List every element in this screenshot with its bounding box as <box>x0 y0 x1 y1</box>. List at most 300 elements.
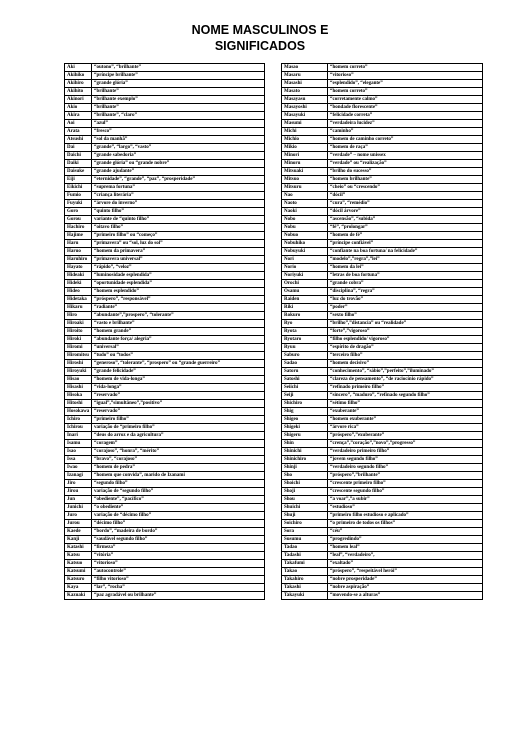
name-cell: Osamu <box>282 288 328 296</box>
name-cell: Haru <box>65 240 92 248</box>
table-row <box>65 592 265 600</box>
name-cell: Kaya <box>65 584 92 592</box>
table-row <box>282 336 483 344</box>
name-cell: Hachiro <box>65 224 92 232</box>
meaning-cell: “verdadeiro primeiro filho” <box>328 448 483 456</box>
meaning-cell: “jovem segundo filho” <box>328 456 483 464</box>
table-row <box>65 456 265 464</box>
table-row <box>65 136 265 144</box>
name-cell: Hitoshi <box>65 400 92 408</box>
name-cell: Naoto <box>282 200 328 208</box>
table-row <box>65 552 265 560</box>
meaning-cell: “homem de vida-longa” <box>92 376 265 384</box>
table-row <box>65 496 265 504</box>
name-cell: Michi <box>282 128 328 136</box>
name-cell: Hosokawa <box>65 408 92 416</box>
meaning-cell: “exuberante” <box>328 408 483 416</box>
meaning-cell: “fresco” <box>92 128 265 136</box>
meaning-cell: “tudo” ou “todos” <box>92 352 265 360</box>
name-cell: Fumio <box>65 192 92 200</box>
name-cell: Minoru <box>282 160 328 168</box>
name-cell: Ryotaro <box>282 336 328 344</box>
table-row <box>282 536 483 544</box>
name-cell: Ichirou <box>65 424 92 432</box>
table-row <box>65 432 265 440</box>
table-row <box>282 232 483 240</box>
name-cell: Akihiko <box>65 72 92 80</box>
name-cell: Sho <box>282 472 328 480</box>
meaning-cell: “brilho do sucesso” <box>328 168 483 176</box>
name-cell: Akira <box>65 112 92 120</box>
table-row <box>65 184 265 192</box>
table-row <box>65 208 265 216</box>
table-row <box>65 384 265 392</box>
name-cell: Masumi <box>282 120 328 128</box>
meaning-cell: “progredindo” <box>328 536 483 544</box>
meaning-cell: “homem exuberante” <box>328 416 483 424</box>
meaning-cell: “grande sabedoria” <box>92 152 265 160</box>
meaning-cell: “grande cobra” <box>328 280 483 288</box>
meaning-cell: “o primeiro de todos os filhos” <box>328 520 483 528</box>
meaning-cell: “primeiro filho” <box>92 416 265 424</box>
name-cell: Daiki <box>65 160 92 168</box>
table-row <box>282 584 483 592</box>
name-cell: Hiroito <box>65 328 92 336</box>
title-line-2: SIGNIFICADOS <box>214 39 306 53</box>
table-row <box>65 336 265 344</box>
name-cell: Ryota <box>282 328 328 336</box>
name-cell: Shuji <box>282 512 328 520</box>
name-cell: Hiroshi <box>65 360 92 368</box>
meaning-cell: “paz agradável ou brilhante” <box>92 592 265 600</box>
table-row <box>65 560 265 568</box>
table-row <box>65 168 265 176</box>
meaning-cell: “reservado” <box>92 392 265 400</box>
name-cell: Akihito <box>65 88 92 96</box>
table-row <box>65 280 265 288</box>
name-cell: Hideki <box>65 280 92 288</box>
meaning-cell: “cura”, “remédio” <box>328 200 483 208</box>
name-cell: Shinichiro <box>282 456 328 464</box>
table-row <box>65 272 265 280</box>
table-row <box>65 200 265 208</box>
meaning-cell: “abundante força/ alegria” <box>92 336 265 344</box>
table-row <box>65 536 265 544</box>
meaning-cell: variação de “primeiro filho” <box>92 424 265 432</box>
table-row <box>282 408 483 416</box>
table-row <box>282 208 483 216</box>
name-cell: Saburo <box>282 352 328 360</box>
name-cell: Hidetaka <box>65 296 92 304</box>
meaning-cell: “rápido”, “veloz” <box>92 264 265 272</box>
meaning-cell: “homem correto” <box>328 88 483 96</box>
name-cell: Noriyuki <box>282 272 328 280</box>
meaning-cell: “abundante”,”prospero”, “tolerante” <box>92 312 265 320</box>
name-cell: Takashi <box>282 584 328 592</box>
name-cell: Rokuro <box>282 312 328 320</box>
table-row <box>65 376 265 384</box>
table-row <box>65 144 265 152</box>
name-cell: Masao <box>282 64 328 72</box>
name-cell: Seiji <box>282 392 328 400</box>
name-cell: Iwao <box>65 464 92 472</box>
table-row <box>65 368 265 376</box>
name-cell: Kaede <box>65 528 92 536</box>
meaning-cell: “crescente primeiro filho” <box>328 480 483 488</box>
table-row <box>282 568 483 576</box>
meaning-cell: “oportunidade esplendida” <box>92 280 265 288</box>
table-row <box>282 160 483 168</box>
name-cell: Gorou <box>65 216 92 224</box>
meaning-cell: “universal” <box>92 344 265 352</box>
name-cell: Hiroaki <box>65 320 92 328</box>
meaning-cell: “grande felicidade” <box>92 368 265 376</box>
name-cell: Seiichi <box>282 384 328 392</box>
meaning-cell: “próspero”,”brilhante” <box>328 472 483 480</box>
table-row <box>65 96 265 104</box>
meaning-cell: “generoso”, “tolerante”, “prospero” ou “grande guerreiro” <box>92 360 265 368</box>
name-cell: Masayuki <box>282 112 328 120</box>
name-cell: Haruo <box>65 248 92 256</box>
name-cell: Nobuhiko <box>282 240 328 248</box>
name-cell: Arata <box>65 128 92 136</box>
meaning-cell: “luz do trovão” <box>328 296 483 304</box>
meaning-cell: “homem da primavera” <box>92 248 265 256</box>
meaning-cell: “estudioso” <box>328 504 483 512</box>
name-cell: Shoichi <box>282 480 328 488</box>
meaning-cell: “vasto e brilhante” <box>92 320 265 328</box>
name-cell: Katsuro <box>65 576 92 584</box>
name-cell: Akinori <box>65 96 92 104</box>
table-row <box>282 64 483 72</box>
name-cell: Mitsuaki <box>282 168 328 176</box>
name-cell: Takao <box>282 568 328 576</box>
table-row <box>282 176 483 184</box>
meaning-cell: “homem decisivo” <box>328 360 483 368</box>
name-cell: Norio <box>282 264 328 272</box>
meaning-cell: “ascensão”, “subida” <box>328 216 483 224</box>
meaning-cell: “radiante” <box>92 304 265 312</box>
meaning-cell: “verdade” – nome unissex <box>328 152 483 160</box>
name-cell: Tadao <box>282 544 328 552</box>
table-row <box>282 472 483 480</box>
name-cell: Katsu <box>65 552 92 560</box>
name-cell: Hisoka <box>65 392 92 400</box>
meaning-cell: “homem leal” <box>328 544 483 552</box>
meaning-cell: variação de “décimo filho” <box>92 512 265 520</box>
table-row <box>65 568 265 576</box>
name-cell: Daichi <box>65 152 92 160</box>
name-cell: Kanji <box>65 536 92 544</box>
meaning-cell: “oitavo filho” <box>92 224 265 232</box>
name-cell: Hideaki <box>65 272 92 280</box>
name-cell: Shinji <box>282 464 328 472</box>
table-row <box>282 80 483 88</box>
table-row <box>65 488 265 496</box>
table-row <box>282 200 483 208</box>
meaning-cell: “espírito de dragão” <box>328 344 483 352</box>
name-cell: Shinichi <box>282 448 328 456</box>
table-row <box>282 456 483 464</box>
table-row <box>65 448 265 456</box>
meaning-cell: “igual”,”simultâneo”,”positivo” <box>92 400 265 408</box>
name-cell: Shigeo <box>282 416 328 424</box>
table-row <box>282 552 483 560</box>
meaning-cell: “disciplina”, “regra” <box>328 288 483 296</box>
name-cell: Juro <box>65 512 92 520</box>
name-cell: Jurou <box>65 520 92 528</box>
name-cell: Takayuki <box>282 592 328 600</box>
meaning-cell: “próspero”,”exuberante” <box>328 432 483 440</box>
name-cell: Shuichi <box>282 504 328 512</box>
meaning-cell: “cheio” ou “crescendo” <box>328 184 483 192</box>
meaning-cell: “outono”, “brilhante” <box>92 64 265 72</box>
name-cell: Jun <box>65 496 92 504</box>
meaning-cell: “filho esplendido/ vigoroso” <box>328 336 483 344</box>
name-cell: Nobuyuki <box>282 248 328 256</box>
name-cell: Shichiro <box>282 400 328 408</box>
name-cell: Katsumi <box>65 568 92 576</box>
table-row <box>282 88 483 96</box>
table-row <box>282 344 483 352</box>
name-cell: Masayasu <box>282 96 328 104</box>
meaning-cell: “coragem” <box>92 440 265 448</box>
table-row <box>282 416 483 424</box>
meaning-cell: “quinto filho” <box>92 208 265 216</box>
table-row <box>282 304 483 312</box>
table-row <box>65 320 265 328</box>
meaning-cell: “bordo”, “madeira de bordo” <box>92 528 265 536</box>
meaning-cell: “corajoso”, “honra”, “mérito” <box>92 448 265 456</box>
table-row <box>282 184 483 192</box>
meaning-cell: “fé”, “prolongar” <box>328 224 483 232</box>
name-cell: Minori <box>282 152 328 160</box>
table-row <box>282 152 483 160</box>
table-row <box>65 584 265 592</box>
table-row <box>282 496 483 504</box>
meaning-cell: “letras de boa fortuna” <box>328 272 483 280</box>
meaning-cell: “próspero”, “respeitável herói” <box>328 568 483 576</box>
meaning-cell: “azul” <box>92 120 265 128</box>
name-cell: Isao <box>65 448 92 456</box>
meaning-cell: “a voar”,”a subir” <box>328 496 483 504</box>
title-line-1: NOME MASCULINOS E <box>191 23 329 37</box>
name-cell: Junichi <box>65 504 92 512</box>
table-row <box>282 400 483 408</box>
meaning-cell: “décimo filho” <box>92 520 265 528</box>
meaning-cell: “saudável segundo filho” <box>92 536 265 544</box>
name-cell: Ryo <box>282 320 328 328</box>
table-row <box>282 168 483 176</box>
meaning-cell: “grande ajudante” <box>92 168 265 176</box>
name-cell: Izanagi <box>65 472 92 480</box>
table-row <box>65 192 265 200</box>
table-row <box>65 264 265 272</box>
table-row <box>282 576 483 584</box>
table-row <box>65 88 265 96</box>
meaning-cell: “refinado primeiro filho” <box>328 384 483 392</box>
meaning-cell: variação de “segundo filho” <box>92 488 265 496</box>
table-row <box>282 288 483 296</box>
table-row <box>282 432 483 440</box>
meaning-cell: “grande glória” ou “grande nobre” <box>92 160 265 168</box>
name-cell: Mikio <box>282 144 328 152</box>
meaning-cell: “firmeza” <box>92 544 265 552</box>
meaning-cell: “poder” <box>328 304 483 312</box>
name-cell: Takafumi <box>282 560 328 568</box>
meaning-cell: “autocontrole” <box>92 568 265 576</box>
meaning-cell: “corretamente calmo” <box>328 96 483 104</box>
meaning-cell: “deus do arroz e da agricultura” <box>92 432 265 440</box>
meaning-cell: “obediente”, “pacífico” <box>92 496 265 504</box>
table-row <box>282 392 483 400</box>
table-row <box>65 344 265 352</box>
meaning-cell: “homem da lei” <box>328 264 483 272</box>
table-row <box>65 504 265 512</box>
name-cell: Katashi <box>65 544 92 552</box>
meaning-cell: “brilhante”, “claro” <box>92 112 265 120</box>
name-cell: Jirou <box>65 488 92 496</box>
meaning-cell: “bravo”, “corajoso” <box>92 456 265 464</box>
meaning-cell: “homem grande” <box>92 328 265 336</box>
names-table-left <box>64 63 265 600</box>
table-row <box>282 440 483 448</box>
name-cell: Sadao <box>282 360 328 368</box>
name-cell: Issa <box>65 456 92 464</box>
meaning-cell: “verdadeira lucidez” <box>328 120 483 128</box>
name-cell: Hisao <box>65 376 92 384</box>
name-cell: Shin <box>282 440 328 448</box>
name-cell: Shigeru <box>282 432 328 440</box>
table-row <box>282 448 483 456</box>
table-row <box>65 248 265 256</box>
table-row <box>65 472 265 480</box>
table-row <box>65 104 265 112</box>
meaning-cell: “homem esplendido” <box>92 288 265 296</box>
meaning-cell: “primavera universal” <box>92 256 265 264</box>
name-cell: Tadashi <box>282 552 328 560</box>
meaning-cell: “brilho”,”distancia” ou “realidade” <box>328 320 483 328</box>
table-row <box>282 256 483 264</box>
table-row <box>65 216 265 224</box>
meaning-cell: “sol da manhã” <box>92 136 265 144</box>
table-row <box>65 416 265 424</box>
name-cell: Masato <box>282 88 328 96</box>
meaning-cell: “brilhante” <box>92 88 265 96</box>
name-cell: Hiro <box>65 312 92 320</box>
table-row <box>282 96 483 104</box>
table-row <box>65 80 265 88</box>
name-cell: Riki <box>282 304 328 312</box>
meaning-cell: “luminosidade esplendida” <box>92 272 265 280</box>
meaning-cell: “árvore do inverno” <box>92 200 265 208</box>
table-row <box>65 576 265 584</box>
table-row <box>65 176 265 184</box>
name-cell: Michio <box>282 136 328 144</box>
meaning-cell: “homem de caminho correto” <box>328 136 483 144</box>
name-cell: Soichiro <box>282 520 328 528</box>
meaning-cell: “exaltado” <box>328 560 483 568</box>
meaning-cell: “confiante na boa fortuna/ na felicidade” <box>328 248 483 256</box>
meaning-cell: “céu” <box>328 528 483 536</box>
name-cell: Nao <box>282 192 328 200</box>
table-row <box>282 112 483 120</box>
meaning-cell: “nobre prosperidade” <box>328 576 483 584</box>
name-cell: Hiromitsu <box>65 352 92 360</box>
table-row <box>282 368 483 376</box>
name-cell: Akihiro <box>65 80 92 88</box>
meaning-cell: “verdadeiro segundo filho” <box>328 464 483 472</box>
name-cell: Hayato <box>65 264 92 272</box>
meaning-cell: “forte”,”vigoroso” <box>328 328 483 336</box>
name-cell: Nobu <box>282 224 328 232</box>
name-cell: Akio <box>65 104 92 112</box>
name-cell: Shou <box>282 496 328 504</box>
name-cell: Shig <box>282 408 328 416</box>
meaning-cell: “movendo-se a alturas” <box>328 592 483 600</box>
table-row <box>282 320 483 328</box>
meaning-cell: “eternidade”, “grande”, “paz”, “prosperidade” <box>92 176 265 184</box>
name-cell: Masaru <box>282 72 328 80</box>
table-row <box>65 240 265 248</box>
table-row <box>282 144 483 152</box>
table-row <box>65 232 265 240</box>
table-row <box>65 352 265 360</box>
name-cell: Hajime <box>65 232 92 240</box>
name-cell: Raiden <box>282 296 328 304</box>
meaning-cell: “lar”, “rocha” <box>92 584 265 592</box>
name-cell: Aoi <box>65 120 92 128</box>
name-cell: Jiro <box>65 480 92 488</box>
meaning-cell: “próspero”, “responsável” <box>92 296 265 304</box>
table-row <box>65 120 265 128</box>
table-row <box>282 328 483 336</box>
name-cell: Shigeki <box>282 424 328 432</box>
table-row <box>65 520 265 528</box>
name-cell: Goro <box>65 208 92 216</box>
table-row <box>282 240 483 248</box>
name-cell: Nori <box>282 256 328 264</box>
table-row <box>282 192 483 200</box>
table-row <box>65 72 265 80</box>
table-row <box>282 544 483 552</box>
meaning-cell: “bondade florescente” <box>328 104 483 112</box>
table-row <box>65 296 265 304</box>
table-row <box>282 272 483 280</box>
table-row <box>282 480 483 488</box>
table-row <box>282 120 483 128</box>
table-row <box>65 480 265 488</box>
table-row <box>65 312 265 320</box>
table-row <box>65 128 265 136</box>
name-cell: Atsushi <box>65 136 92 144</box>
name-cell: Nobuo <box>282 232 328 240</box>
name-cell: Ryuu <box>282 344 328 352</box>
table-row <box>282 376 483 384</box>
table-row <box>65 424 265 432</box>
meaning-cell: “vida-longa” <box>92 384 265 392</box>
name-cell: Mitsuru <box>282 184 328 192</box>
table-row <box>282 504 483 512</box>
meaning-cell: “criança literária” <box>92 192 265 200</box>
meaning-cell: “terceiro filho” <box>328 352 483 360</box>
name-cell: Aki <box>65 64 92 72</box>
table-row <box>282 128 483 136</box>
table-row <box>65 464 265 472</box>
table-row <box>282 464 483 472</box>
table-row <box>282 312 483 320</box>
meaning-cell: “crescente segundo filho” <box>328 488 483 496</box>
